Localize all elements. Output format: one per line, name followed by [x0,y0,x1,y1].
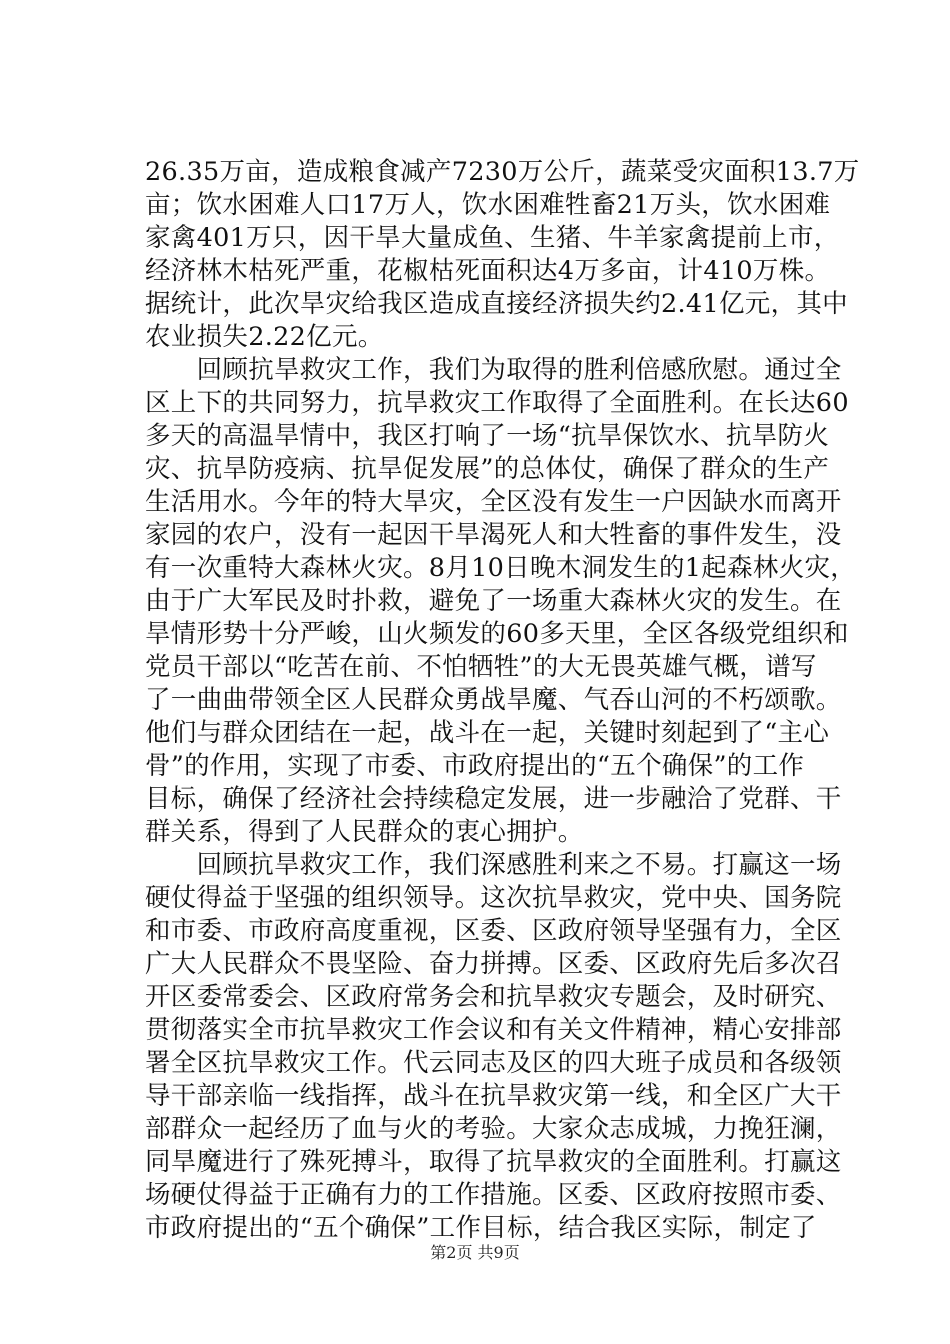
text-line: 家禽401万只，因干旱大量成鱼、生猪、牛羊家禽提前上市， [145,223,840,253]
text-line: 署全区抗旱救灾工作。代云同志及区的四大班子成员和各级领 [145,1048,842,1078]
text-line: 广大人民群众不畏坚险、奋力拼搏。区委、区政府先后多次召 [145,949,842,979]
text-line: 生活用水。今年的特大旱灾，全区没有发生一户因缺水而离开 [145,487,842,517]
text-line: 市政府提出的“五个确保”工作目标，结合我区实际，制定了 [145,1213,817,1243]
text-line: 开区委常委会、区政府常务会和抗旱救灾专题会，及时研究、 [145,982,842,1012]
text-line: 有一次重特大森林火灾。8月10日晚木洞发生的1起森林火灾， [145,553,857,583]
text-line: 他们与群众团结在一起，战斗在一起，关键时刻起到了“主心 [145,718,830,748]
text-line: 部群众一起经历了血与火的考验。大家众志成城，力挽狂澜， [145,1114,842,1144]
text-line: 多天的高温旱情中，我区打响了一场“抗旱保饮水、抗旱防火 [145,421,830,451]
text-line: 导干部亲临一线指挥，战斗在抗旱救灾第一线，和全区广大干 [145,1081,842,1111]
text-line: 同旱魔进行了殊死搏斗，取得了抗旱救灾的全面胜利。打赢这 [145,1147,842,1177]
text-line: 回顾抗旱救灾工作，我们为取得的胜利倍感欣慰。通过全 [145,355,842,385]
body-text [145,156,860,1245]
text-line: 家园的农户，没有一起因干旱渴死人和大牲畜的事件发生，没 [145,520,842,550]
text-line: 了一曲曲带领全区人民群众勇战旱魔、气吞山河的不朽颂歌。 [145,685,842,715]
text-line: 旱情形势十分严峻，山火频发的60多天里，全区各级党组织和 [145,619,849,649]
text-line: 灾、抗旱防疫病、抗旱促发展”的总体仗，确保了群众的生产 [145,454,830,484]
text-line: 贯彻落实全市抗旱救灾工作会议和有关文件精神，精心安排部 [145,1015,842,1045]
text-line: 由于广大军民及时扑救，避免了一场重大森林火灾的发生。在 [145,586,842,616]
text-line: 26.35万亩，造成粮食减产7230万公斤，蔬菜受灾面积13.7万 [145,157,860,187]
text-line: 据统计，此次旱灾给我区造成直接经济损失约2.41亿元，其中 [145,289,848,319]
text-line: 亩；饮水困难人口17万人，饮水困难牲畜21万头，饮水困难 [145,190,831,220]
text-line: 硬仗得益于坚强的组织领导。这次抗旱救灾，党中央、国务院 [145,883,842,913]
text-line: 场硬仗得益于正确有力的工作措施。区委、区政府按照市委、 [145,1180,842,1210]
text-line: 农业损失2.22亿元。 [145,322,384,352]
text-line: 目标，确保了经济社会持续稳定发展，进一步融洽了党群、干 [145,784,842,814]
text-line: 群关系，得到了人民群众的衷心拥护。 [145,817,584,847]
text-line: 经济林木枯死严重，花椒枯死面积达4万多亩，计410万株。 [145,256,831,286]
text-line: 和市委、市政府高度重视，区委、区政府领导坚强有力，全区 [145,916,842,946]
text-line: 区上下的共同努力，抗旱救灾工作取得了全面胜利。在长达60 [145,388,849,418]
text-line: 骨”的作用，实现了市委、市政府提出的“五个确保”的工作 [145,751,805,781]
text-line: 回顾抗旱救灾工作，我们深感胜利来之不易。打赢这一场 [145,850,842,880]
page-number-footer: 第2页 共9页 [430,1243,520,1262]
text-line: 党员干部以“吃苦在前、不怕牺牲”的大无畏英雄气概，谱写 [145,652,817,682]
